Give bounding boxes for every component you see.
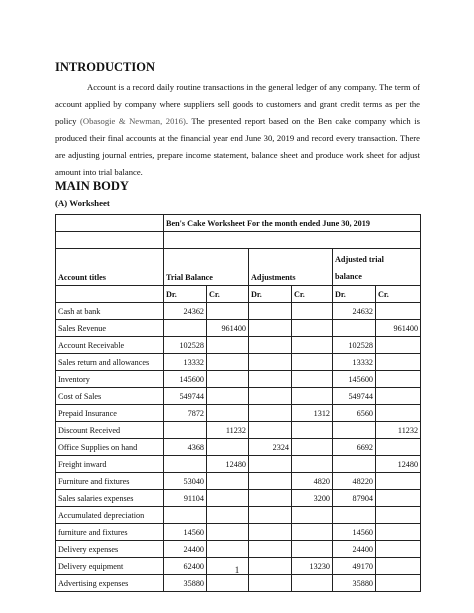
tb-dr-header: Dr. bbox=[164, 286, 207, 303]
table-row bbox=[56, 405, 421, 422]
tb-cr-cell bbox=[207, 405, 249, 422]
adjusted-trial-balance-header bbox=[333, 249, 421, 286]
table-row bbox=[56, 490, 421, 507]
atb-dr-cell bbox=[333, 422, 376, 439]
atb-cr-cell bbox=[376, 507, 421, 524]
tb-dr-cell bbox=[164, 320, 207, 337]
tb-cr-cell bbox=[207, 524, 249, 541]
trial-balance-header: Trial Balance bbox=[164, 249, 249, 286]
adj-dr-cell bbox=[249, 575, 292, 592]
adj-cr-cell: 3200 bbox=[292, 490, 333, 507]
tb-dr-cell bbox=[164, 507, 207, 524]
account-title-cell: Sales salaries expenses bbox=[56, 490, 164, 507]
tb-dr-cell: 14560 bbox=[164, 524, 207, 541]
account-title-cell: Furniture and fixtures bbox=[56, 473, 164, 490]
atb-dr-cell: 49170 bbox=[333, 558, 376, 575]
atb-cr-header: Cr. bbox=[376, 286, 421, 303]
adjustments-header: Adjustments bbox=[249, 249, 333, 286]
table-row bbox=[56, 473, 421, 490]
tb-cr-cell bbox=[207, 303, 249, 320]
table-row bbox=[56, 371, 421, 388]
adj-cr-cell bbox=[292, 388, 333, 405]
tb-dr-cell bbox=[164, 422, 207, 439]
table-row bbox=[56, 541, 421, 558]
adj-cr-cell bbox=[292, 320, 333, 337]
spacer-cell bbox=[56, 232, 164, 249]
adj-dr-cell bbox=[249, 490, 292, 507]
tb-dr-cell bbox=[164, 456, 207, 473]
atb-cr-cell bbox=[376, 541, 421, 558]
atb-dr-cell bbox=[333, 507, 376, 524]
drcr-blank-cell bbox=[56, 286, 164, 303]
atb-dr-cell: 35880 bbox=[333, 575, 376, 592]
atb-dr-cell: 14560 bbox=[333, 524, 376, 541]
intro-paragraph bbox=[55, 79, 420, 180]
adjusted-header-line1: Adjusted trial bbox=[335, 255, 384, 264]
worksheet-title: Ben's Cake Worksheet For the month ended June 30, 2019 bbox=[164, 215, 421, 232]
table-row bbox=[56, 524, 421, 541]
adj-dr-cell bbox=[249, 524, 292, 541]
account-title-cell: furniture and fixtures bbox=[56, 524, 164, 541]
adj-dr-cell bbox=[249, 507, 292, 524]
tb-cr-cell bbox=[207, 473, 249, 490]
adj-dr-cell bbox=[249, 303, 292, 320]
atb-cr-cell bbox=[376, 490, 421, 507]
atb-cr-cell bbox=[376, 575, 421, 592]
tb-dr-cell: 7872 bbox=[164, 405, 207, 422]
adjusted-header-line2: balance bbox=[335, 272, 362, 281]
tb-dr-cell: 24362 bbox=[164, 303, 207, 320]
intro-text-2: . The presented report based on the Ben cake company which is produced their final accounts at the financial year end June 30, 2019 and record every transaction. There are adjusting journal entries, prepare income statement, balance sheet and produce work sheet for adjust amount into trial balance. bbox=[55, 115, 420, 177]
adj-cr-cell: 4820 bbox=[292, 473, 333, 490]
worksheet-title-row bbox=[56, 215, 421, 232]
atb-dr-cell: 24632 bbox=[333, 303, 376, 320]
tb-cr-cell bbox=[207, 354, 249, 371]
adj-dr-cell bbox=[249, 337, 292, 354]
tb-cr-cell bbox=[207, 490, 249, 507]
atb-cr-cell bbox=[376, 337, 421, 354]
tb-dr-cell: 91104 bbox=[164, 490, 207, 507]
adj-cr-cell bbox=[292, 507, 333, 524]
atb-dr-cell: 87904 bbox=[333, 490, 376, 507]
tb-cr-cell bbox=[207, 541, 249, 558]
adj-cr-cell bbox=[292, 303, 333, 320]
adj-dr-cell bbox=[249, 354, 292, 371]
adj-cr-cell bbox=[292, 439, 333, 456]
table-row bbox=[56, 422, 421, 439]
account-title-cell: Sales Revenue bbox=[56, 320, 164, 337]
account-title-cell: Account Receivable bbox=[56, 337, 164, 354]
intro-text-1: Account is a record daily routine transactions in the general ledger of any company. The term of account applied by company where suppliers sell goods to customers and grant credit terms as per the policy bbox=[55, 82, 420, 126]
adj-dr-cell: 2324 bbox=[249, 439, 292, 456]
account-titles-header: Account titles bbox=[56, 249, 164, 286]
adj-dr-cell bbox=[249, 473, 292, 490]
atb-cr-cell: 961400 bbox=[376, 320, 421, 337]
adj-cr-cell bbox=[292, 575, 333, 592]
atb-dr-header: Dr. bbox=[333, 286, 376, 303]
adj-cr-cell bbox=[292, 524, 333, 541]
account-title-cell: Prepaid Insurance bbox=[56, 405, 164, 422]
adj-dr-cell bbox=[249, 456, 292, 473]
tb-dr-cell: 53040 bbox=[164, 473, 207, 490]
atb-dr-cell: 48220 bbox=[333, 473, 376, 490]
tb-cr-cell bbox=[207, 439, 249, 456]
main-body-heading: MAIN BODY bbox=[55, 179, 129, 193]
spacer-row bbox=[56, 232, 421, 249]
adj-dr-cell bbox=[249, 388, 292, 405]
adj-cr-cell: 13230 bbox=[292, 558, 333, 575]
tb-cr-cell bbox=[207, 575, 249, 592]
account-title-cell: Office Supplies on hand bbox=[56, 439, 164, 456]
dr-cr-header-row bbox=[56, 286, 421, 303]
atb-dr-cell: 6560 bbox=[333, 405, 376, 422]
atb-cr-cell bbox=[376, 303, 421, 320]
tb-cr-cell: 11232 bbox=[207, 422, 249, 439]
atb-cr-cell bbox=[376, 405, 421, 422]
table-row bbox=[56, 354, 421, 371]
tb-dr-cell: 549744 bbox=[164, 388, 207, 405]
account-title-cell: Freight inward bbox=[56, 456, 164, 473]
spacer-cell bbox=[164, 232, 421, 249]
table-row bbox=[56, 507, 421, 524]
tb-cr-cell: 961400 bbox=[207, 320, 249, 337]
worksheet-subheading: (A) Worksheet bbox=[55, 198, 110, 208]
adj-cr-cell bbox=[292, 354, 333, 371]
account-title-cell: Discount Received bbox=[56, 422, 164, 439]
account-title-cell: Accumulated depreciation bbox=[56, 507, 164, 524]
table-row bbox=[56, 337, 421, 354]
account-title-cell: Delivery expenses bbox=[56, 541, 164, 558]
account-title-cell: Inventory bbox=[56, 371, 164, 388]
table-row bbox=[56, 388, 421, 405]
page-number: 1 bbox=[234, 565, 240, 575]
adj-cr-cell bbox=[292, 541, 333, 558]
atb-cr-cell: 11232 bbox=[376, 422, 421, 439]
atb-cr-cell bbox=[376, 388, 421, 405]
tb-cr-cell bbox=[207, 337, 249, 354]
adj-cr-cell bbox=[292, 422, 333, 439]
atb-cr-cell bbox=[376, 354, 421, 371]
atb-cr-cell bbox=[376, 439, 421, 456]
account-title-cell: Advertising expenses bbox=[56, 575, 164, 592]
tb-dr-cell: 13332 bbox=[164, 354, 207, 371]
worksheet-table bbox=[55, 214, 421, 592]
atb-cr-cell: 12480 bbox=[376, 456, 421, 473]
adj-cr-cell bbox=[292, 456, 333, 473]
adj-dr-header: Dr. bbox=[249, 286, 292, 303]
atb-dr-cell: 145600 bbox=[333, 371, 376, 388]
account-title-cell: Delivery equipment bbox=[56, 558, 164, 575]
tb-dr-cell: 102528 bbox=[164, 337, 207, 354]
adj-cr-cell bbox=[292, 337, 333, 354]
tb-dr-cell: 35880 bbox=[164, 575, 207, 592]
tb-dr-cell: 24400 bbox=[164, 541, 207, 558]
atb-cr-cell bbox=[376, 524, 421, 541]
tb-cr-cell: 12480 bbox=[207, 456, 249, 473]
atb-dr-cell: 6692 bbox=[333, 439, 376, 456]
adj-cr-cell bbox=[292, 371, 333, 388]
tb-cr-header: Cr. bbox=[207, 286, 249, 303]
adj-dr-cell bbox=[249, 320, 292, 337]
atb-dr-cell bbox=[333, 456, 376, 473]
tb-cr-cell bbox=[207, 388, 249, 405]
atb-dr-cell: 102528 bbox=[333, 337, 376, 354]
account-title-cell: Cash at bank bbox=[56, 303, 164, 320]
table-row bbox=[56, 456, 421, 473]
account-title-cell: Cost of Sales bbox=[56, 388, 164, 405]
tb-dr-cell: 62400 bbox=[164, 558, 207, 575]
account-title-cell: Sales return and allowances bbox=[56, 354, 164, 371]
title-blank-cell bbox=[56, 215, 164, 232]
adj-dr-cell bbox=[249, 541, 292, 558]
tb-cr-cell bbox=[207, 371, 249, 388]
atb-dr-cell: 549744 bbox=[333, 388, 376, 405]
atb-dr-cell: 24400 bbox=[333, 541, 376, 558]
table-row bbox=[56, 320, 421, 337]
adj-dr-cell bbox=[249, 371, 292, 388]
atb-cr-cell bbox=[376, 473, 421, 490]
intro-heading: INTRODUCTION bbox=[55, 60, 156, 74]
table-row bbox=[56, 575, 421, 592]
adj-dr-cell bbox=[249, 422, 292, 439]
table-row bbox=[56, 303, 421, 320]
tb-cr-cell bbox=[207, 507, 249, 524]
adj-cr-cell: 1312 bbox=[292, 405, 333, 422]
adj-dr-cell bbox=[249, 405, 292, 422]
atb-dr-cell bbox=[333, 320, 376, 337]
intro-citation[interactable]: (Obasogie & Newman, 2016) bbox=[80, 115, 186, 126]
atb-cr-cell bbox=[376, 371, 421, 388]
tb-dr-cell: 4368 bbox=[164, 439, 207, 456]
table-row bbox=[56, 439, 421, 456]
group-header-row bbox=[56, 249, 421, 286]
atb-dr-cell: 13332 bbox=[333, 354, 376, 371]
tb-dr-cell: 145600 bbox=[164, 371, 207, 388]
adj-cr-header: Cr. bbox=[292, 286, 333, 303]
